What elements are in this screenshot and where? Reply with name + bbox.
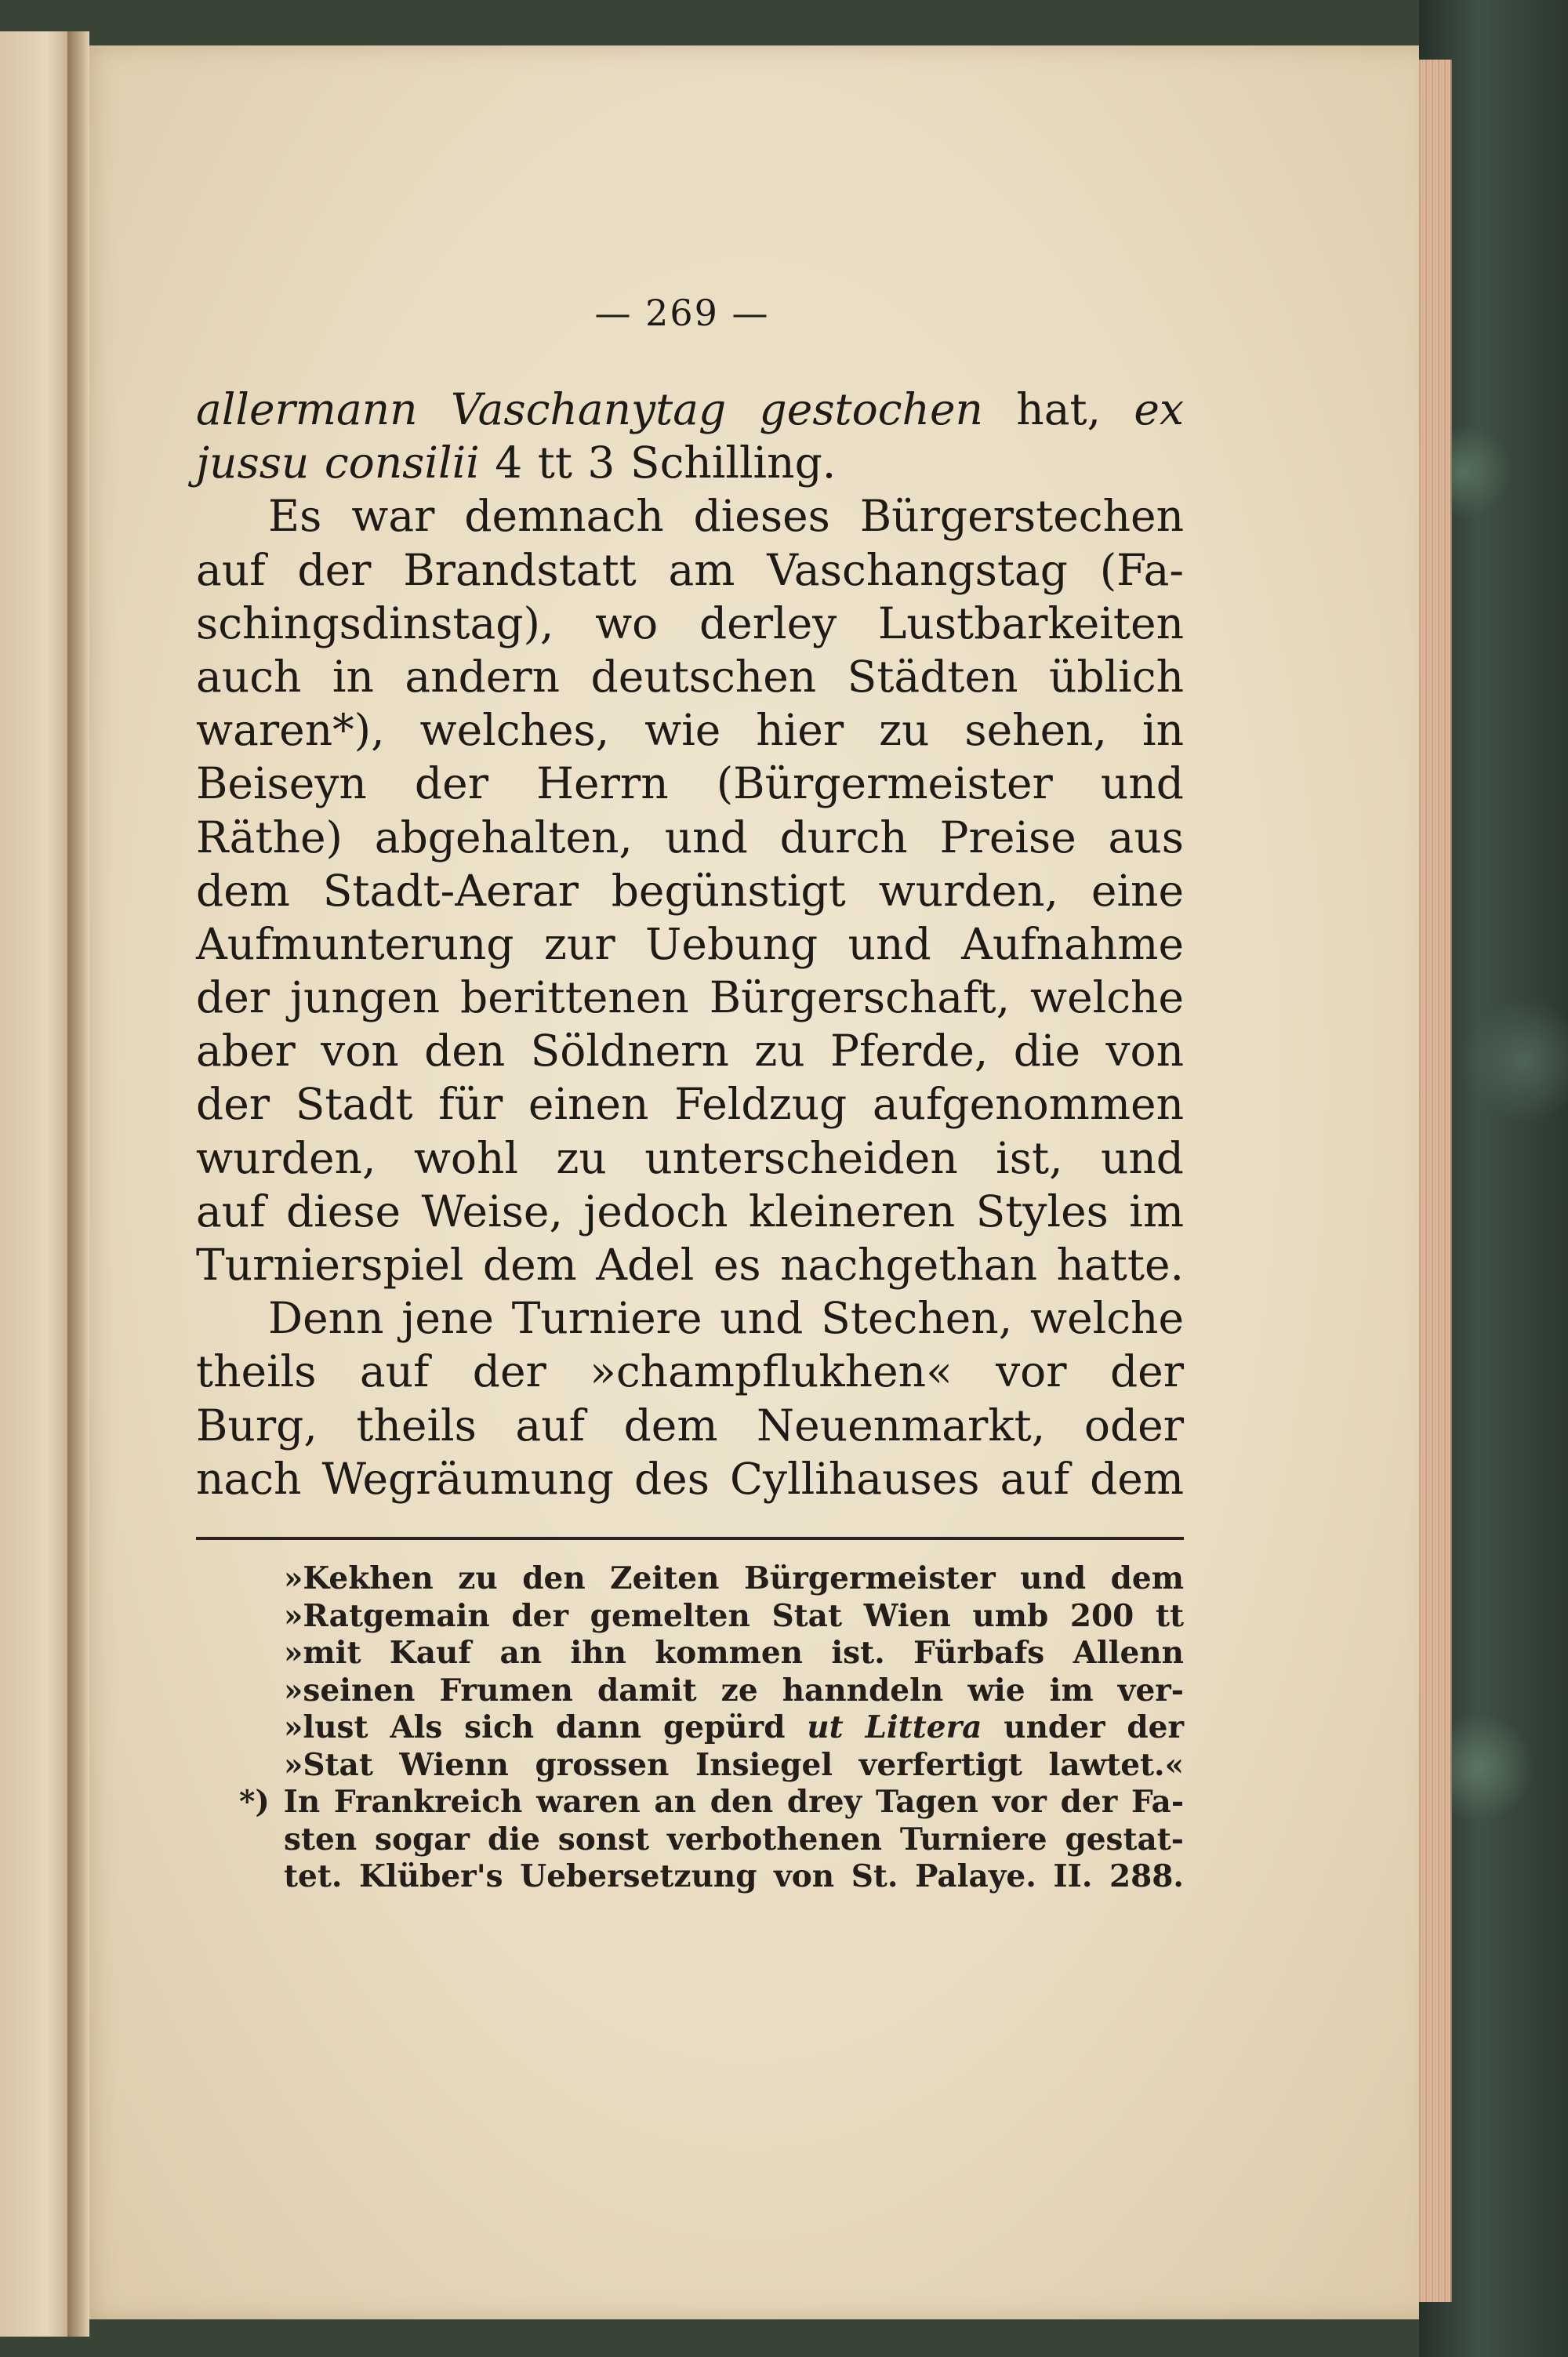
footnote-line [196, 1635, 1184, 1672]
body-text: der jungen berittenen Bürgerschaft, welche [196, 972, 1184, 1023]
footnote-line [196, 1747, 1184, 1785]
body-text: aber von den Söldnern zu Pferde, die von [196, 1026, 1184, 1077]
body-text: nach Wegräumung des Cyllihauses auf dem [196, 1453, 1184, 1504]
footnote-text: »Kekhen zu den Zeiten Bürgermeister und dem [284, 1560, 1184, 1596]
left-page-edge [0, 31, 78, 2337]
body-text: auf diese Weise, jedoch kleineren Styles im [196, 1186, 1184, 1237]
footnote-text: ut Littera [807, 1709, 982, 1745]
body-text: hat, [982, 384, 1134, 434]
footnote-line [196, 1560, 1184, 1598]
footnote-line [196, 1821, 1184, 1859]
footnote-line [196, 1784, 1184, 1821]
body-line [196, 1131, 1184, 1185]
body-line [196, 436, 1184, 489]
page-number: — 269 — [594, 292, 770, 334]
body-text: wurden, wohl zu unterscheiden ist, und [196, 1132, 1184, 1183]
body-line [196, 1024, 1184, 1077]
body-text: Denn jene Turniere und Stechen, welche [268, 1293, 1184, 1344]
footnote-text: tet. Klüber's Uebersetzung von St. Palaye. II. 288. [284, 1858, 1184, 1894]
body-line [196, 811, 1184, 864]
footnote-rule [196, 1537, 1184, 1540]
body-line [196, 1452, 1184, 1505]
footnote-text: sten sogar die sonst verbothenen Turniere gestat- [284, 1821, 1184, 1858]
footnotes [196, 1560, 1184, 1896]
body-text: allermann Vaschanytag gestochen [196, 384, 983, 434]
footnote-line [196, 1709, 1184, 1747]
footnote-text: »Ratgemain der gemelten Stat Wien umb 200 tt [284, 1597, 1184, 1634]
body-text: waren*), welches, wie hier zu sehen, in [196, 705, 1184, 756]
body-line [196, 864, 1184, 917]
body-text: auf der Brandstatt am Vaschangstag (Fa- [196, 544, 1184, 595]
body-text: Aufmunterung zur Uebung und Aufnahme [196, 918, 1184, 969]
body-text: Es war demnach dieses Bürgerstechen [268, 491, 1184, 542]
body-text: theils auf der »champflukhen« vor der [196, 1346, 1184, 1397]
body-text: Räthe) abgehalten, und durch Preise aus [196, 812, 1184, 863]
body-text: Burg, theils auf dem Neuenmarkt, oder [196, 1400, 1184, 1451]
body-line [196, 703, 1184, 757]
footnote-text: »seinen Frumen damit ze hanndeln wie im ver- [284, 1672, 1184, 1709]
body-text: ex [1134, 384, 1184, 434]
body-text: schingsdinstag), wo derley Lustbarkeiten [196, 597, 1184, 648]
body-line [196, 489, 1184, 543]
footnote-text: *) In Frankreich waren an den drey Tagen vor der Fa- [239, 1784, 1184, 1820]
body-text [196, 383, 1184, 1505]
body-text: Turnierspiel dem Adel es nachgethan hatte. [196, 1240, 1184, 1290]
body-line [196, 650, 1184, 703]
footnote-line [196, 1858, 1184, 1896]
body-line [196, 1077, 1184, 1131]
body-text: auch in andern deutschen Städten üblich [196, 651, 1184, 702]
body-text: 4 tt 3 Schilling. [479, 438, 837, 488]
body-line [196, 597, 1184, 650]
footnote-text: under der [982, 1709, 1184, 1745]
book-gutter [67, 31, 89, 2337]
footnote-text: »lust Als sich dann gepürd [284, 1709, 808, 1745]
body-line [196, 1345, 1184, 1398]
body-line [196, 757, 1184, 810]
body-line [196, 1291, 1184, 1345]
footnote-text: »mit Kauf an ihn kommen ist. Fürbafs Allenn [284, 1635, 1184, 1671]
body-line [196, 543, 1184, 597]
body-text: dem Stadt-Aerar begünstigt wurden, eine [196, 865, 1184, 916]
body-line [196, 1238, 1184, 1291]
footnote-line [196, 1598, 1184, 1636]
body-text: jussu consilii [196, 438, 480, 488]
footnote-line [196, 1672, 1184, 1710]
body-text: Beiseyn der Herrn (Bürgermeister und [196, 758, 1184, 809]
body-line [196, 1185, 1184, 1238]
body-line [196, 383, 1184, 436]
body-text: der Stadt für einen Feldzug aufgenommen [196, 1079, 1184, 1130]
body-line [196, 1399, 1184, 1452]
footnote-text: »Stat Wienn grossen Insiegel verfertigt lawtet.« [284, 1746, 1184, 1783]
body-line [196, 917, 1184, 971]
body-line [196, 971, 1184, 1024]
